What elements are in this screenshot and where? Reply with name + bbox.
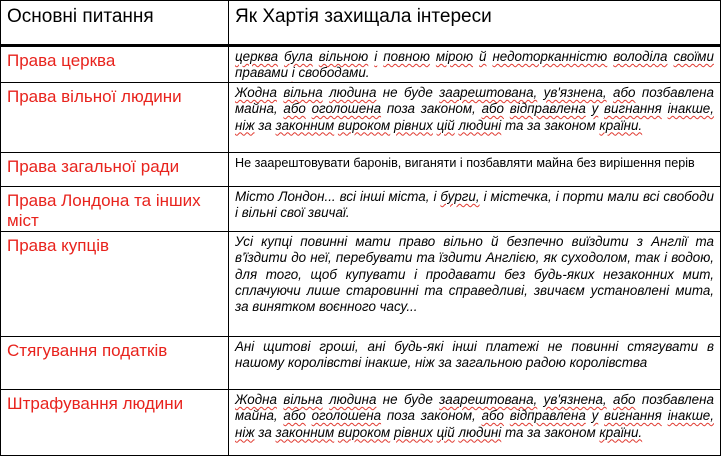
text-run: правами: [235, 65, 292, 81]
spellcheck-word: оголошена: [311, 101, 382, 117]
spellcheck-word: вільною: [318, 49, 369, 64]
spellcheck-word: мірою: [435, 49, 474, 64]
spellcheck-word: вільна: [283, 391, 323, 407]
spellcheck-word: вироком: [337, 117, 391, 133]
spellcheck-word: країни.: [599, 424, 643, 440]
spellcheck-word: або: [481, 408, 504, 424]
description-cell: [229, 82, 721, 152]
spellcheck-word: або: [613, 84, 636, 100]
description-cell: [229, 389, 721, 455]
spellcheck-word: недоторканністю: [492, 49, 608, 64]
spellcheck-word: вироком: [337, 424, 391, 440]
text-run: позбавлена майна,: [235, 84, 714, 117]
spellcheck-word: рівних: [393, 424, 433, 440]
spellcheck-word: відправлена: [509, 101, 586, 117]
spellcheck-word: законним: [275, 424, 335, 440]
spellcheck-word: або: [283, 101, 306, 117]
header-row: [1, 1, 721, 46]
table-row: [1, 336, 721, 389]
spellcheck-word: оголошена: [311, 408, 382, 424]
spellcheck-word: вигнання: [604, 408, 662, 424]
text-run: Місто Лондон... всі інші міста, і: [235, 188, 441, 204]
spellcheck-word: була: [284, 49, 313, 64]
spellcheck-word: у: [591, 408, 599, 424]
text-run: поза законом,: [381, 408, 482, 424]
spellcheck-word: Жодна: [235, 391, 277, 407]
spellcheck-word: інакше,: [667, 408, 714, 424]
spellcheck-word: володіла: [613, 49, 668, 64]
text-run: не буде: [376, 391, 440, 407]
description-cell: [229, 46, 721, 83]
topic-cell: Права вільної людини: [1, 82, 229, 152]
description-cell: [229, 336, 721, 389]
header-main-issues-text: Основні питання: [7, 6, 154, 27]
table-row: [1, 389, 721, 455]
description-cell: [229, 231, 721, 336]
text-run: Не заарештовувати баронів, виганяти і позбавляти майна без вирішення перів: [235, 155, 695, 170]
topic-cell: Права загальної ради: [1, 152, 229, 186]
topic-cell: Стягування податків: [1, 336, 229, 389]
spellcheck-word: країни.: [599, 117, 643, 133]
text-run: та за законом: [501, 117, 600, 133]
spellcheck-word: людина: [329, 84, 377, 100]
spellcheck-word: або: [613, 391, 636, 407]
spellcheck-word: людині: [458, 117, 502, 133]
spellcheck-word: й: [479, 49, 487, 64]
spellcheck-word: вигнання: [604, 101, 662, 117]
topic-cell: Права купців: [1, 231, 229, 336]
spellcheck-word: ув'язнена,: [543, 391, 607, 407]
text-run: поза законом,: [381, 101, 482, 117]
table-row: [1, 152, 721, 186]
spellcheck-word: вільна: [283, 84, 323, 100]
spellcheck-word: і: [374, 49, 378, 64]
table-row: [1, 186, 721, 231]
table-row: [1, 231, 721, 336]
spellcheck-word: ніж: [235, 424, 255, 440]
header-charter-protection: Як Хартія захищала інтереси: [229, 1, 721, 46]
topic-cell: Штрафування людини: [1, 389, 229, 455]
spellcheck-word: цій: [436, 117, 455, 133]
spellcheck-word: рівних: [393, 117, 433, 133]
spellcheck-word: ув'язнена,: [543, 84, 607, 100]
text-run: за: [254, 424, 276, 440]
topic-cell: Права Лондона та інших міст: [1, 186, 229, 231]
spellcheck-word: бурги,: [440, 188, 480, 204]
topic-cell: Права церква: [1, 46, 229, 83]
text-run: та за законом: [501, 424, 600, 440]
text-run: позбавлена майна,: [235, 391, 714, 424]
spellcheck-word: або: [283, 408, 306, 424]
header-main-issues: [1, 1, 229, 46]
spellcheck-word: повною: [383, 49, 430, 64]
spellcheck-word: законним: [275, 117, 335, 133]
spellcheck-word: людині: [458, 424, 502, 440]
text-run: Усі купці повинні мати право вільно й безпечно виїздити з Англії та в'їздити до неї, перебувати та їздити Англією, як суходолом, так і водою, для того, щоб купувати і продавати без будь-яких незаконних мит, сплачуючи лише старовинні та справедливі, звичаєм установлені мита, за винятком воєнного часу...: [235, 233, 714, 315]
spellcheck-word: Жодна: [235, 84, 277, 100]
spellcheck-word: цій: [436, 424, 455, 440]
spellcheck-word: своїми: [673, 49, 714, 64]
spellcheck-word: інакше,: [667, 101, 714, 117]
spellcheck-word: у: [591, 101, 599, 117]
spellcheck-word: або: [481, 101, 504, 117]
text-run: не буде: [376, 84, 440, 100]
table-row: [1, 82, 721, 152]
spellcheck-word: ніж: [235, 117, 255, 133]
description-cell: [229, 186, 721, 231]
description-cell: [229, 152, 721, 186]
text-run: і містечка, і порти мали всі свободи і вільні свої звичаї.: [235, 188, 714, 221]
text-run: за: [254, 117, 276, 133]
text-run: Ані щитові гроші, ані будь-які інші платежі не повинні стягувати в нашому королівстві інакше, ніж за загальною радою королівства: [235, 338, 714, 371]
spellcheck-word: людина: [329, 391, 377, 407]
spellcheck-word: церква: [235, 49, 279, 64]
spellcheck-word: і: [291, 65, 295, 81]
spellcheck-word: заарештована,: [439, 84, 538, 100]
table-row: [1, 46, 721, 83]
text-run: свободами.: [294, 65, 370, 81]
spellcheck-word: заарештована,: [439, 391, 538, 407]
spellcheck-word: відправлена: [509, 408, 586, 424]
